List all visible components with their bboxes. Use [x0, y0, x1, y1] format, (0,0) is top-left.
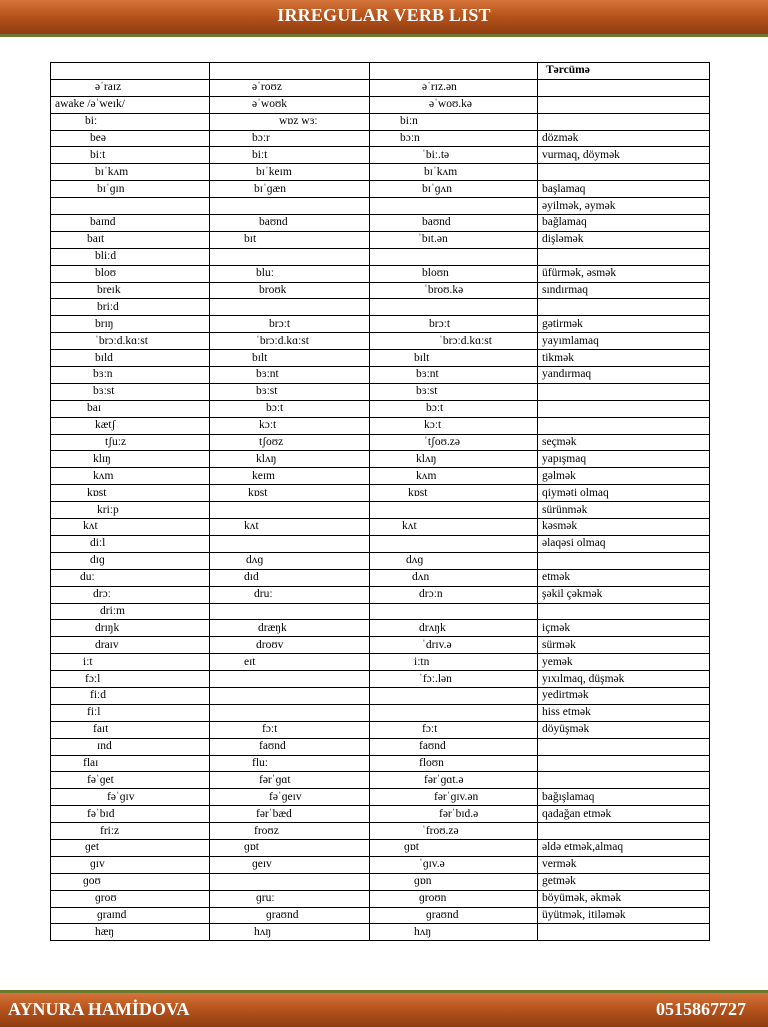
- past-simple-cell: bɪˈɡæn: [210, 181, 370, 198]
- past-participle-cell: [370, 687, 538, 704]
- past-participle-cell: əˈwoʊ.kə: [370, 96, 538, 113]
- past-participle-cell: bɔːn: [370, 130, 538, 147]
- past-participle-cell: ˈbrɔːd.kɑːst: [370, 333, 538, 350]
- table-row: [51, 113, 710, 130]
- past-participle-cell: ɡɒn: [370, 873, 538, 890]
- table-row: [51, 350, 710, 367]
- base-form-cell: baɪnd: [51, 215, 210, 232]
- translation-cell: əlaqəsi olmaq: [538, 535, 710, 552]
- past-participle-cell: əˈrɪz.ən: [370, 79, 538, 96]
- base-form-cell: kʌm: [51, 468, 210, 485]
- base-form-cell: bɪld: [51, 350, 210, 367]
- translation-cell: hiss etmək: [538, 704, 710, 721]
- past-simple-cell: [210, 198, 370, 215]
- past-participle-cell: dʌɡ: [370, 552, 538, 569]
- past-simple-cell: bɜːst: [210, 383, 370, 400]
- base-form-cell: əˈraɪz: [51, 79, 210, 96]
- translation-cell: [538, 79, 710, 96]
- translation-cell: [538, 823, 710, 840]
- past-simple-cell: hʌŋ: [210, 924, 370, 941]
- table-row: [51, 96, 710, 113]
- past-participle-cell: ɡɒt: [370, 839, 538, 856]
- base-form-cell: duː: [51, 569, 210, 586]
- translation-cell: qadağan etmək: [538, 806, 710, 823]
- table-row: [51, 265, 710, 282]
- column-header-past: [210, 63, 370, 80]
- translation-cell: seçmək: [538, 434, 710, 451]
- past-participle-cell: [370, 248, 538, 265]
- translation-cell: getmək: [538, 873, 710, 890]
- base-form-cell: faɪt: [51, 721, 210, 738]
- past-simple-cell: bɜːnt: [210, 367, 370, 384]
- past-participle-cell: ɡroʊn: [370, 890, 538, 907]
- past-participle-cell: fərˈbɪd.ə: [370, 806, 538, 823]
- past-simple-cell: druː: [210, 586, 370, 603]
- past-simple-cell: ˈbrɔːd.kɑːst: [210, 333, 370, 350]
- translation-cell: vurmaq, döymək: [538, 147, 710, 164]
- footer-banner: [0, 990, 768, 1027]
- table-row: [51, 603, 710, 620]
- base-form-cell: tʃuːz: [51, 434, 210, 451]
- past-participle-cell: ˈtʃoʊ.zə: [370, 434, 538, 451]
- past-simple-cell: bɔːt: [210, 400, 370, 417]
- past-simple-cell: [210, 687, 370, 704]
- table-row: [51, 282, 710, 299]
- past-simple-cell: keɪm: [210, 468, 370, 485]
- past-simple-cell: bɪlt: [210, 350, 370, 367]
- past-simple-cell: biːt: [210, 147, 370, 164]
- translation-cell: gəlmək: [538, 468, 710, 485]
- table-row: [51, 569, 710, 586]
- base-form-cell: baɪt: [51, 231, 210, 248]
- translation-cell: yapışmaq: [538, 451, 710, 468]
- translation-cell: vermək: [538, 856, 710, 873]
- translation-cell: sürünmək: [538, 502, 710, 519]
- translation-cell: bağlamaq: [538, 215, 710, 232]
- translation-cell: [538, 164, 710, 181]
- base-form-cell: bɜːst: [51, 383, 210, 400]
- base-form-cell: bɪˈkʌm: [51, 164, 210, 181]
- past-participle-cell: bɪˈkʌm: [370, 164, 538, 181]
- column-header-participle: [370, 63, 538, 80]
- base-form-cell: ɡoʊ: [51, 873, 210, 890]
- table-row: [51, 924, 710, 941]
- past-participle-cell: ˈɡɪv.ə: [370, 856, 538, 873]
- past-participle-cell: iːtn: [370, 654, 538, 671]
- table-row: [51, 839, 710, 856]
- table-row: [51, 333, 710, 350]
- base-form-cell: friːz: [51, 823, 210, 840]
- past-simple-cell: kʌt: [210, 519, 370, 536]
- past-participle-cell: kʌt: [370, 519, 538, 536]
- table-row: [51, 823, 710, 840]
- past-simple-cell: fəˈɡeɪv: [210, 789, 370, 806]
- past-participle-cell: kɔːt: [370, 417, 538, 434]
- past-simple-cell: [210, 873, 370, 890]
- translation-cell: yemək: [538, 654, 710, 671]
- base-form-cell: dɪɡ: [51, 552, 210, 569]
- past-simple-cell: droʊv: [210, 637, 370, 654]
- base-form-cell: baɪ: [51, 400, 210, 417]
- past-participle-cell: baʊnd: [370, 215, 538, 232]
- base-form-cell: fəˈɡet: [51, 772, 210, 789]
- past-simple-cell: [210, 704, 370, 721]
- base-form-cell: driːm: [51, 603, 210, 620]
- translation-cell: yayımlamaq: [538, 333, 710, 350]
- base-form-cell: fəˈɡɪv: [51, 789, 210, 806]
- past-simple-cell: dɪd: [210, 569, 370, 586]
- translation-cell: yıxılmaq, düşmək: [538, 671, 710, 688]
- base-form-cell: bɜːn: [51, 367, 210, 384]
- translation-cell: sındırmaq: [538, 282, 710, 299]
- past-simple-cell: [210, 603, 370, 620]
- table-row: [51, 248, 710, 265]
- past-participle-cell: ˈfroʊ.zə: [370, 823, 538, 840]
- table-row: [51, 164, 710, 181]
- table-row: [51, 755, 710, 772]
- base-form-cell: drɪŋk: [51, 620, 210, 637]
- translation-cell: etmək: [538, 569, 710, 586]
- past-simple-cell: bluː: [210, 265, 370, 282]
- past-simple-cell: əˈroʊz: [210, 79, 370, 96]
- past-participle-cell: bɔːt: [370, 400, 538, 417]
- past-participle-cell: ˈbiː.tə: [370, 147, 538, 164]
- past-simple-cell: fərˈɡɑt: [210, 772, 370, 789]
- base-form-cell: biː: [51, 113, 210, 130]
- translation-cell: dişləmək: [538, 231, 710, 248]
- table-row: [51, 654, 710, 671]
- table-row: [51, 198, 710, 215]
- past-simple-cell: fluː: [210, 755, 370, 772]
- past-simple-cell: eɪt: [210, 654, 370, 671]
- translation-cell: sürmək: [538, 637, 710, 654]
- past-participle-cell: kʌm: [370, 468, 538, 485]
- past-simple-cell: faʊnd: [210, 738, 370, 755]
- table-row: [51, 890, 710, 907]
- table-row: [51, 383, 710, 400]
- table-row: [51, 620, 710, 637]
- base-form-cell: awake /əˈweɪk/: [51, 96, 210, 113]
- base-form-cell: kʌt: [51, 519, 210, 536]
- table-row: [51, 704, 710, 721]
- translation-cell: başlamaq: [538, 181, 710, 198]
- author-name: AYNURA HAMİDOVA: [8, 999, 190, 1019]
- translation-cell: [538, 400, 710, 417]
- past-simple-cell: [210, 299, 370, 316]
- past-simple-cell: fərˈbæd: [210, 806, 370, 823]
- translation-cell: yandırmaq: [538, 367, 710, 384]
- past-participle-cell: bɪˈɡʌn: [370, 181, 538, 198]
- translation-cell: üfürmək, əsmək: [538, 265, 710, 282]
- past-simple-cell: ɡɒt: [210, 839, 370, 856]
- base-form-cell: bɪˈɡɪn: [51, 181, 210, 198]
- translation-cell: [538, 738, 710, 755]
- base-form-cell: iːt: [51, 654, 210, 671]
- base-form-cell: drɔː: [51, 586, 210, 603]
- table-row: [51, 434, 710, 451]
- past-participle-cell: bɪlt: [370, 350, 538, 367]
- past-participle-cell: drʌŋk: [370, 620, 538, 637]
- table-row: [51, 856, 710, 873]
- table-row: [51, 367, 710, 384]
- past-participle-cell: kɒst: [370, 485, 538, 502]
- table-row: [51, 79, 710, 96]
- translation-cell: [538, 113, 710, 130]
- base-form-cell: bloʊ: [51, 265, 210, 282]
- base-form-cell: flaɪ: [51, 755, 210, 772]
- past-participle-cell: bɜːnt: [370, 367, 538, 384]
- past-participle-cell: hʌŋ: [370, 924, 538, 941]
- translation-cell: [538, 755, 710, 772]
- table-row: [51, 637, 710, 654]
- base-form-cell: beə: [51, 130, 210, 147]
- past-simple-cell: klʌŋ: [210, 451, 370, 468]
- translation-cell: dözmək: [538, 130, 710, 147]
- translation-cell: [538, 383, 710, 400]
- translation-cell: [538, 417, 710, 434]
- base-form-cell: ɡraɪnd: [51, 907, 210, 924]
- past-participle-cell: bloʊn: [370, 265, 538, 282]
- base-form-cell: briːd: [51, 299, 210, 316]
- past-simple-cell: kɒst: [210, 485, 370, 502]
- table-row: [51, 687, 710, 704]
- table-row: [51, 502, 710, 519]
- base-form-cell: fɔːl: [51, 671, 210, 688]
- past-participle-cell: bɜːst: [370, 383, 538, 400]
- page-title: IRREGULAR VERB LIST: [277, 5, 491, 25]
- table-row: [51, 485, 710, 502]
- base-form-cell: bliːd: [51, 248, 210, 265]
- past-simple-cell: ɡruː: [210, 890, 370, 907]
- past-simple-cell: broʊk: [210, 282, 370, 299]
- base-form-cell: hæŋ: [51, 924, 210, 941]
- past-simple-cell: baʊnd: [210, 215, 370, 232]
- table-row: [51, 130, 710, 147]
- translation-cell: [538, 299, 710, 316]
- translation-cell: qiyməti olmaq: [538, 485, 710, 502]
- past-participle-cell: ɡraʊnd: [370, 907, 538, 924]
- translation-cell: [538, 603, 710, 620]
- translation-cell: döyüşmək: [538, 721, 710, 738]
- past-participle-cell: dʌn: [370, 569, 538, 586]
- table-row: [51, 468, 710, 485]
- phone-number: 0515867727: [656, 999, 746, 1019]
- translation-cell: içmək: [538, 620, 710, 637]
- base-form-cell: ɪnd: [51, 738, 210, 755]
- translation-cell: kəsmək: [538, 519, 710, 536]
- base-form-cell: ɡet: [51, 839, 210, 856]
- table-row: [51, 873, 710, 890]
- past-simple-cell: [210, 535, 370, 552]
- translation-cell: şəkil çəkmək: [538, 586, 710, 603]
- past-simple-cell: bɔːr: [210, 130, 370, 147]
- base-form-cell: draɪv: [51, 637, 210, 654]
- past-simple-cell: tʃoʊz: [210, 434, 370, 451]
- base-form-cell: kriːp: [51, 502, 210, 519]
- base-form-cell: ɡroʊ: [51, 890, 210, 907]
- translation-cell: əldə etmək,almaq: [538, 839, 710, 856]
- past-simple-cell: wɒz wɜː: [210, 113, 370, 130]
- table-row: [51, 772, 710, 789]
- past-simple-cell: əˈwoʊk: [210, 96, 370, 113]
- past-participle-cell: brɔːt: [370, 316, 538, 333]
- past-participle-cell: fɔːt: [370, 721, 538, 738]
- base-form-cell: [51, 198, 210, 215]
- past-simple-cell: bɪt: [210, 231, 370, 248]
- translation-cell: tikmək: [538, 350, 710, 367]
- past-participle-cell: [370, 198, 538, 215]
- table-row: [51, 147, 710, 164]
- past-participle-cell: [370, 704, 538, 721]
- header-banner: [0, 0, 768, 37]
- base-form-cell: ˈbrɔːd.kɑːst: [51, 333, 210, 350]
- base-form-cell: fiːl: [51, 704, 210, 721]
- translation-cell: yedirtmək: [538, 687, 710, 704]
- past-participle-cell: drɔːn: [370, 586, 538, 603]
- past-participle-cell: ˈbroʊ.kə: [370, 282, 538, 299]
- table-row: [51, 535, 710, 552]
- past-participle-cell: [370, 299, 538, 316]
- translation-cell: üyütmək, itiləmək: [538, 907, 710, 924]
- irregular-verb-table: [50, 62, 710, 941]
- translation-cell: [538, 248, 710, 265]
- base-form-cell: biːt: [51, 147, 210, 164]
- translation-cell: [538, 96, 710, 113]
- table-row: [51, 907, 710, 924]
- table-row: [51, 181, 710, 198]
- translation-cell: [538, 772, 710, 789]
- translation-cell: bağışlamaq: [538, 789, 710, 806]
- past-simple-cell: [210, 502, 370, 519]
- past-simple-cell: dʌɡ: [210, 552, 370, 569]
- table-row: [51, 316, 710, 333]
- past-participle-cell: ˈbɪt.ən: [370, 231, 538, 248]
- base-form-cell: brɪŋ: [51, 316, 210, 333]
- column-header-base: [51, 63, 210, 80]
- past-participle-cell: ˈfɔː.lən: [370, 671, 538, 688]
- table-row: [51, 552, 710, 569]
- base-form-cell: fiːd: [51, 687, 210, 704]
- base-form-cell: kætʃ: [51, 417, 210, 434]
- past-participle-cell: faʊnd: [370, 738, 538, 755]
- table-row: [51, 215, 710, 232]
- table-row: [51, 451, 710, 468]
- base-form-cell: breɪk: [51, 282, 210, 299]
- translation-cell: gətirmək: [538, 316, 710, 333]
- base-form-cell: klɪŋ: [51, 451, 210, 468]
- past-participle-cell: fərˈɡɑt.ə: [370, 772, 538, 789]
- table-row: [51, 806, 710, 823]
- past-simple-cell: bɪˈkeɪm: [210, 164, 370, 181]
- base-form-cell: diːl: [51, 535, 210, 552]
- table-row: [51, 519, 710, 536]
- past-participle-cell: fərˈɡɪv.ən: [370, 789, 538, 806]
- table-row: [51, 400, 710, 417]
- past-participle-cell: klʌŋ: [370, 451, 538, 468]
- past-simple-cell: ɡeɪv: [210, 856, 370, 873]
- base-form-cell: ɡɪv: [51, 856, 210, 873]
- table-row: [51, 789, 710, 806]
- past-simple-cell: brɔːt: [210, 316, 370, 333]
- past-participle-cell: floʊn: [370, 755, 538, 772]
- past-simple-cell: fɔːt: [210, 721, 370, 738]
- past-participle-cell: ˈdrɪv.ə: [370, 637, 538, 654]
- translation-cell: [538, 552, 710, 569]
- past-simple-cell: ɡraʊnd: [210, 907, 370, 924]
- table-row: [51, 231, 710, 248]
- past-participle-cell: [370, 535, 538, 552]
- column-header-translation: Tərcümə: [538, 63, 710, 80]
- past-simple-cell: [210, 671, 370, 688]
- table-row: [51, 586, 710, 603]
- table-row: [51, 721, 710, 738]
- base-form-cell: kɒst: [51, 485, 210, 502]
- translation-cell: [538, 924, 710, 941]
- table-header-row: [51, 63, 710, 80]
- table-row: [51, 299, 710, 316]
- translation-cell: əyilmək, əymək: [538, 198, 710, 215]
- past-simple-cell: dræŋk: [210, 620, 370, 637]
- past-simple-cell: froʊz: [210, 823, 370, 840]
- table-row: [51, 738, 710, 755]
- past-participle-cell: biːn: [370, 113, 538, 130]
- past-simple-cell: kɔːt: [210, 417, 370, 434]
- table-row: [51, 671, 710, 688]
- past-simple-cell: [210, 248, 370, 265]
- translation-cell: böyümək, əkmək: [538, 890, 710, 907]
- base-form-cell: fəˈbɪd: [51, 806, 210, 823]
- past-participle-cell: [370, 603, 538, 620]
- table-row: [51, 417, 710, 434]
- past-participle-cell: [370, 502, 538, 519]
